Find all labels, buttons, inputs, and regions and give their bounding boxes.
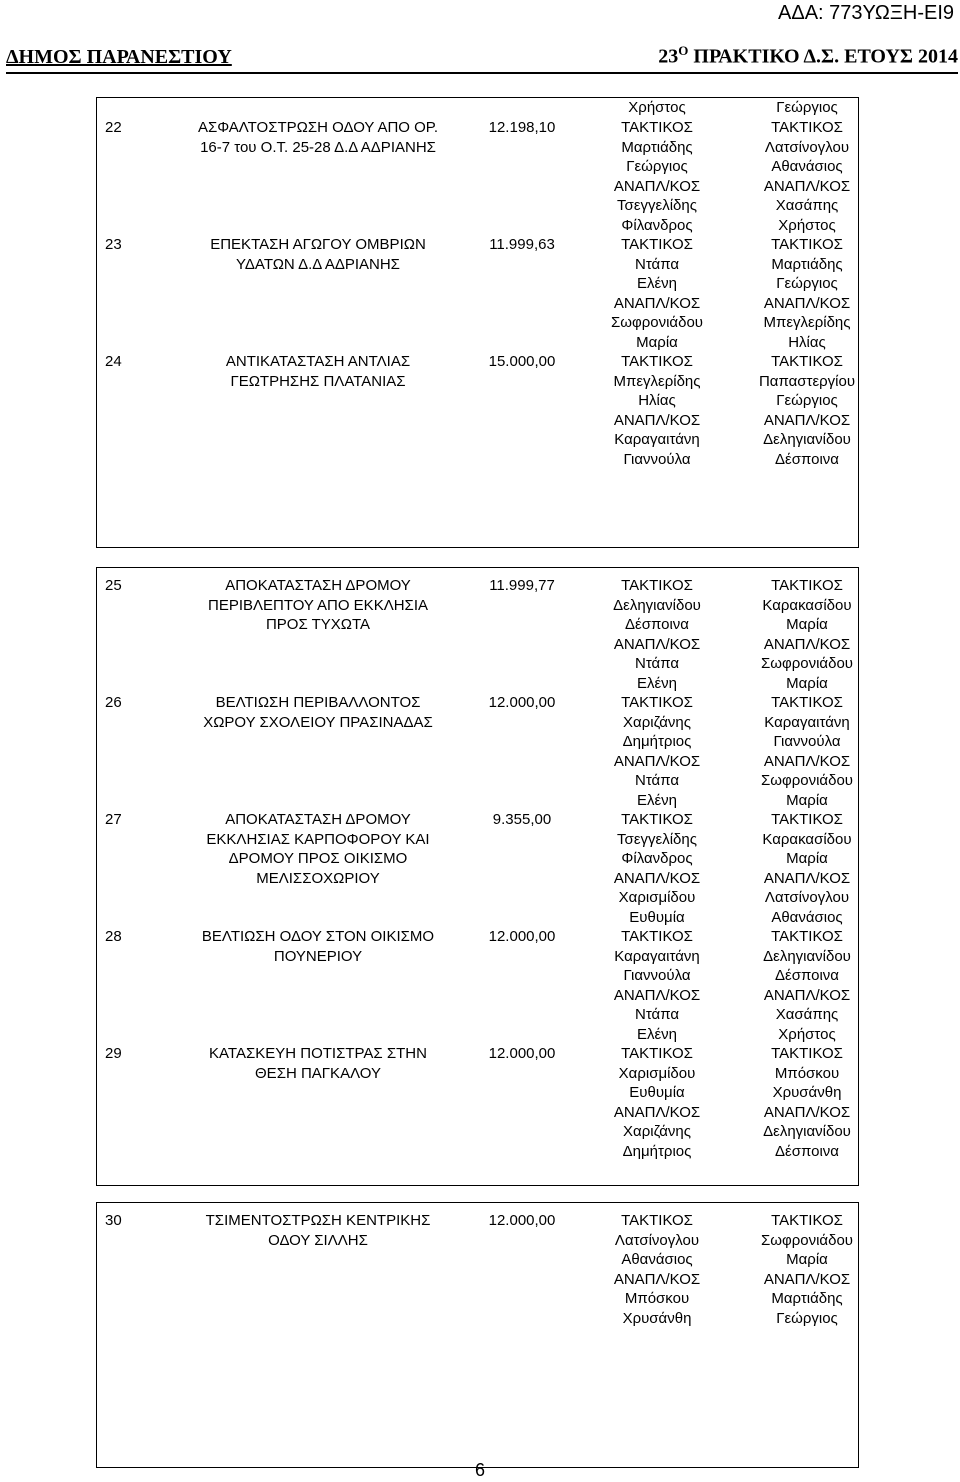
- committee-members-2-line: ΤΑΚΤΙΚΟΣ: [771, 928, 843, 945]
- project-title: [173, 1044, 463, 1083]
- committee-members-2-line: Καρακασίδου: [762, 596, 852, 614]
- committee-members-2-line: Χρήστος: [778, 216, 836, 234]
- committee-members-2: [727, 810, 887, 927]
- committee-members-1-line: Χρυσάνθη: [622, 1309, 692, 1327]
- project-title-line: ΧΩΡΟΥ ΣΧΟΛΕΙΟΥ ΠΡΑΣΙΝΑΔΑΣ: [203, 713, 433, 731]
- committee-members-2-line: ΤΑΚΤΙΚΟΣ: [771, 1212, 843, 1229]
- committee-members-1-line: Ντάπα: [634, 655, 680, 672]
- committee-members-1-line: Φίλανδρος: [621, 216, 693, 234]
- committee-members-1: [577, 1044, 737, 1161]
- committee-members-1-line: Ελένη: [636, 674, 678, 692]
- committee-members-1: [577, 576, 737, 693]
- committee-members-1-line: Μπόσκου: [624, 1290, 690, 1307]
- committee-members-1-line: Ηλίας: [638, 392, 676, 409]
- minutes-text: ΠΡΑΚΤΙΚΟ Δ.Σ. ΕΤΟΥΣ 2014: [688, 46, 958, 68]
- project-amount: 12.000,00: [488, 928, 556, 945]
- committee-members-2-line: ΤΑΚΤΙΚΟΣ: [771, 694, 843, 711]
- committee-members-2-line: Ηλίας: [788, 333, 826, 351]
- committee-members-2-line: Χασάπης: [775, 1006, 839, 1023]
- project-amount: 12.000,00: [488, 694, 556, 711]
- committee-members-2-line: ΑΝΑΠΛ/ΚΟΣ: [763, 294, 851, 312]
- committee-members-2-line: ΑΝΑΠΛ/ΚΟΣ: [763, 1103, 851, 1121]
- committee-members-2-line: Παπαστεργίου: [758, 372, 856, 390]
- project-amount: 12.000,00: [488, 1045, 556, 1062]
- project-amount: 11.999,63: [489, 236, 555, 253]
- project-title: [173, 927, 463, 966]
- committee-members-1-line: Φίλανδρος: [621, 850, 693, 867]
- table-block-1: [96, 97, 859, 548]
- committee-members-2-line: Γεώργιος: [776, 392, 838, 409]
- committee-members-2-line: Λατσίνογλου: [764, 138, 850, 156]
- committee-members-1: [577, 1211, 737, 1328]
- municipality-title: ΔΗΜΟΣ ΠΑΡΑΝΕΣΤΙΟΥ: [6, 46, 232, 68]
- committee-members-1-line: ΑΝΑΠΛ/ΚΟΣ: [613, 1103, 701, 1121]
- committee-members-1-line: ΤΑΚΤΙΚΟΣ: [621, 928, 693, 945]
- row-number: 22: [105, 119, 122, 136]
- committee-members-1-line: ΤΑΚΤΙΚΟΣ: [621, 1045, 693, 1062]
- committee-members-2-line: ΑΝΑΠΛ/ΚΟΣ: [763, 177, 851, 195]
- committee-members-1-line: Χαριζάνης: [623, 713, 691, 731]
- project-amount: 12.000,00: [488, 1212, 556, 1229]
- committee-members-2-line: Δέσποινα: [775, 967, 839, 984]
- committee-members-2: [727, 235, 887, 352]
- committee-members-2-line: Γεώργιος: [776, 275, 838, 292]
- committee-members-2: [727, 1044, 887, 1161]
- project-title: [173, 576, 463, 635]
- committee-members-1-line: Δημήτριος: [622, 1142, 692, 1160]
- committee-members-2-line: ΑΝΑΠΛ/ΚΟΣ: [763, 752, 851, 770]
- committee-members-2-line: Αθανάσιος: [771, 158, 843, 175]
- committee-members-2-line: Δεληγιανίδου: [763, 1123, 851, 1140]
- committee-members-2-line: ΑΝΑΠΛ/ΚΟΣ: [763, 869, 851, 887]
- row-number: 25: [105, 577, 122, 594]
- committee-members-1-line: ΤΑΚΤΙΚΟΣ: [621, 353, 693, 370]
- committee-members-2-line: Γιαννούλα: [773, 733, 841, 750]
- project-title-line: ΠΡΟΣ ΤΥΧΩΤΑ: [265, 616, 371, 633]
- committee-members-1: [577, 927, 737, 1044]
- committee-members-1-line: Δέσποινα: [625, 616, 689, 633]
- committee-members-2-line: Γεώργιος: [776, 1309, 838, 1327]
- minutes-number: 23: [658, 46, 679, 68]
- cont-r2: Γεώργιος: [776, 99, 838, 116]
- committee-members-2-line: Λατσίνογλου: [764, 889, 850, 906]
- row-number: 28: [105, 928, 122, 945]
- committee-members-2-line: Αθανάσιος: [771, 908, 843, 926]
- committee-members-2-line: ΤΑΚΤΙΚΟΣ: [771, 236, 843, 253]
- committee-members-1-line: Ευθυμία: [629, 908, 685, 926]
- committee-members-2-line: Δεληγιανίδου: [763, 947, 851, 965]
- committee-members-1-line: Δεληγιανίδου: [613, 596, 701, 614]
- committee-members-1-line: Μαρτιάδης: [621, 138, 693, 156]
- committee-members-1-line: ΑΝΑΠΛ/ΚΟΣ: [613, 869, 701, 887]
- row-number: 27: [105, 811, 122, 828]
- committee-members-2-line: Καρακασίδου: [762, 830, 852, 848]
- project-title: [173, 118, 463, 157]
- project-title-line: ΔΡΟΜΟΥ ΠΡΟΣ ΟΙΚΙΣΜΟ: [228, 850, 408, 867]
- minutes-title: [658, 43, 958, 69]
- committee-members-2-line: ΤΑΚΤΙΚΟΣ: [771, 577, 843, 594]
- project-title-line: ΟΔΟΥ ΣΙΛΛΗΣ: [268, 1231, 368, 1249]
- committee-members-1: [577, 118, 737, 235]
- committee-members-1-line: Ευθυμία: [629, 1084, 685, 1101]
- committee-members-2-line: Μπόσκου: [774, 1064, 840, 1082]
- committee-members-1-line: Σωφρονιάδου: [611, 314, 703, 331]
- project-title-line: ΜΕΛΙΣΣΟΧΩΡΙΟΥ: [256, 869, 380, 887]
- project-title-line: ΥΔΑΤΩΝ Δ.Δ ΑΔΡΙΑΝΗΣ: [236, 255, 400, 273]
- project-amount: 9.355,00: [492, 811, 552, 828]
- committee-members-2: [727, 576, 887, 693]
- committee-members-2-line: Μαρία: [786, 791, 828, 809]
- committee-members-1-line: Λατσίνογλου: [614, 1231, 700, 1249]
- committee-members-1-line: Χαρισμίδου: [618, 889, 696, 906]
- committee-members-2-line: Μαρία: [786, 616, 828, 633]
- project-title-line: ΓΕΩΤΡΗΣΗΣ ΠΛΑΤΑΝΙΑΣ: [230, 372, 406, 390]
- project-title-line: ΑΝΤΙΚΑΤΑΣΤΑΣΗ ΑΝΤΛΙΑΣ: [225, 353, 411, 370]
- committee-members-2-line: Μπεγλερίδης: [763, 314, 851, 331]
- row-number: 26: [105, 694, 122, 711]
- committee-members-1-line: ΤΑΚΤΙΚΟΣ: [621, 694, 693, 711]
- project-title-line: ΒΕΛΤΙΩΣΗ ΟΔΟΥ ΣΤΟΝ ΟΙΚΙΣΜΟ: [201, 928, 435, 945]
- committee-members-1-line: Γιαννούλα: [623, 450, 691, 468]
- committee-members-2-line: Χρυσάνθη: [772, 1084, 842, 1101]
- project-title-line: ΘΕΣΗ ΠΑΓΚΑΛΟΥ: [255, 1064, 381, 1082]
- committee-members-1-line: ΤΑΚΤΙΚΟΣ: [621, 577, 693, 594]
- committee-members-2-line: Δέσποινα: [775, 450, 839, 468]
- committee-members-1-line: ΑΝΑΠΛ/ΚΟΣ: [613, 177, 701, 195]
- committee-members-1-line: ΑΝΑΠΛ/ΚΟΣ: [613, 294, 701, 312]
- committee-members-2-line: Μαρτιάδης: [771, 255, 843, 273]
- row-number: 24: [105, 353, 122, 370]
- project-title: [173, 693, 463, 732]
- committee-members-2-line: ΤΑΚΤΙΚΟΣ: [771, 811, 843, 828]
- project-title-line: ΑΠΟΚΑΤΑΣΤΑΣΗ ΔΡΟΜΟΥ: [225, 577, 411, 594]
- committee-members-2-line: Σωφρονιάδου: [761, 772, 853, 789]
- project-title-line: ΒΕΛΤΙΩΣΗ ΠΕΡΙΒΑΛΛΟΝΤΟΣ: [215, 694, 421, 711]
- committee-members-1-line: ΤΑΚΤΙΚΟΣ: [621, 811, 693, 828]
- committee-members-1-line: ΑΝΑΠΛ/ΚΟΣ: [613, 411, 701, 429]
- committee-members-2-line: Σωφρονιάδου: [761, 1231, 853, 1249]
- committee-members-1: [577, 352, 737, 469]
- committee-members-2: [727, 927, 887, 1044]
- committee-members-2-line: Μαρία: [786, 1251, 828, 1268]
- committee-members-2-line: ΑΝΑΠΛ/ΚΟΣ: [763, 986, 851, 1004]
- committee-members-1-line: Γιαννούλα: [623, 967, 691, 984]
- committee-members-1-line: Δημήτριος: [622, 733, 692, 750]
- committee-members-2: [727, 693, 887, 810]
- committee-members-1-line: Ελένη: [636, 791, 678, 809]
- committee-members-1-line: ΤΑΚΤΙΚΟΣ: [621, 119, 693, 136]
- committee-members-1-line: Μπεγλερίδης: [613, 372, 701, 390]
- project-amount: 12.198,10: [488, 119, 556, 136]
- committee-members-2-line: ΤΑΚΤΙΚΟΣ: [771, 119, 843, 136]
- project-title-line: ΑΠΟΚΑΤΑΣΤΑΣΗ ΔΡΟΜΟΥ: [225, 811, 411, 828]
- committee-members-1-line: ΑΝΑΠΛ/ΚΟΣ: [613, 635, 701, 653]
- committee-members-1-line: ΑΝΑΠΛ/ΚΟΣ: [613, 986, 701, 1004]
- committee-members-1-line: Αθανάσιος: [621, 1251, 693, 1268]
- committee-members-1-line: Μαρία: [636, 333, 678, 351]
- committee-members-1: [577, 810, 737, 927]
- cont-r1: Χρήστος: [628, 99, 686, 116]
- project-amount: 11.999,77: [489, 577, 555, 594]
- committee-members-1-line: Χαρισμίδου: [618, 1064, 696, 1082]
- row-number: 29: [105, 1045, 122, 1062]
- committee-members-2-line: ΤΑΚΤΙΚΟΣ: [771, 1045, 843, 1062]
- committee-members-1-line: Ντάπα: [634, 772, 680, 789]
- committee-members-1-line: Χαριζάνης: [623, 1123, 691, 1140]
- committee-members-2-line: ΑΝΑΠΛ/ΚΟΣ: [763, 411, 851, 429]
- committee-members-1-line: Ντάπα: [634, 255, 680, 273]
- project-title-line: 16-7 του Ο.Τ. 25-28 Δ.Δ ΑΔΡΙΑΝΗΣ: [200, 138, 436, 156]
- committee-members-1-line: Τσεγγελίδης: [617, 197, 697, 214]
- committee-members-2-line: Μαρία: [786, 850, 828, 867]
- project-title: [173, 235, 463, 274]
- project-title: [173, 1211, 463, 1250]
- project-title-line: ΑΣΦΑΛΤΟΣΤΡΩΣΗ ΟΔΟΥ ΑΠΟ ΟΡ.: [197, 119, 439, 136]
- committee-members-1-line: Γεώργιος: [626, 158, 688, 175]
- committee-members-2-line: Μαρτιάδης: [771, 1290, 843, 1307]
- table-block-3: [96, 1202, 859, 1468]
- project-title: [173, 352, 463, 391]
- committee-members-2-line: Καραγαιτάνη: [764, 713, 850, 731]
- project-title-line: ΕΚΚΛΗΣΙΑΣ ΚΑΡΠΟΦΟΡΟΥ ΚΑΙ: [206, 830, 430, 848]
- committee-members-2: [727, 352, 887, 469]
- row-number: 23: [105, 236, 122, 253]
- project-title-line: ΠΟΥΝΕΡΙΟΥ: [273, 947, 363, 965]
- committee-members-2-line: Δέσποινα: [775, 1142, 839, 1160]
- committee-members-2-line: Χρήστος: [778, 1025, 836, 1043]
- committee-members-1: [577, 693, 737, 810]
- committee-members-1-line: ΤΑΚΤΙΚΟΣ: [621, 236, 693, 253]
- committee-members-1-line: ΑΝΑΠΛ/ΚΟΣ: [613, 1270, 701, 1288]
- committee-members-2-line: Δεληγιανίδου: [763, 431, 851, 448]
- committee-members-2-line: Σωφρονιάδου: [761, 655, 853, 672]
- committee-members-2: [727, 118, 887, 235]
- committee-members-1-line: ΤΑΚΤΙΚΟΣ: [621, 1212, 693, 1229]
- minutes-ordinal: Ο: [678, 43, 689, 59]
- row-number: 30: [105, 1212, 122, 1229]
- page-header: [6, 43, 958, 74]
- committee-members-2-line: ΑΝΑΠΛ/ΚΟΣ: [763, 635, 851, 653]
- committee-members-1-line: Τσεγγελίδης: [617, 830, 697, 848]
- project-title-line: ΕΠΕΚΤΑΣΗ ΑΓΩΓΟΥ ΟΜΒΡΙΩΝ: [210, 236, 426, 253]
- committee-members-2-line: Χασάπης: [775, 197, 839, 214]
- table-block-2: [96, 567, 859, 1186]
- committee-members-1-line: Καραγαιτάνη: [614, 431, 700, 448]
- committee-members-1: [577, 235, 737, 352]
- committee-members-1-line: Ελένη: [636, 275, 678, 292]
- project-title: [173, 810, 463, 888]
- project-title-line: ΚΑΤΑΣΚΕΥΗ ΠΟΤΙΣΤΡΑΣ ΣΤΗΝ: [209, 1045, 427, 1062]
- page-number: 6: [474, 1460, 485, 1480]
- committee-members-1-line: Ντάπα: [634, 1006, 680, 1023]
- committee-members-2-line: Μαρία: [786, 674, 828, 692]
- ada-code: ΑΔΑ: 773ΥΩΞΗ-ΕΙ9: [778, 2, 954, 24]
- project-amount: 15.000,00: [488, 353, 556, 370]
- committee-members-1-line: Ελένη: [636, 1025, 678, 1043]
- committee-members-2-line: ΤΑΚΤΙΚΟΣ: [771, 353, 843, 370]
- committee-members-2: [727, 1211, 887, 1328]
- committee-members-1-line: Καραγαιτάνη: [614, 947, 700, 965]
- project-title-line: ΠΕΡΙΒΛΕΠΤΟΥ ΑΠΟ ΕΚΚΛΗΣΙΑ: [207, 596, 428, 614]
- committee-members-1-line: ΑΝΑΠΛ/ΚΟΣ: [613, 752, 701, 770]
- committee-members-2-line: ΑΝΑΠΛ/ΚΟΣ: [763, 1270, 851, 1288]
- project-title-line: ΤΣΙΜΕΝΤΟΣΤΡΩΣΗ ΚΕΝΤΡΙΚΗΣ: [205, 1212, 431, 1229]
